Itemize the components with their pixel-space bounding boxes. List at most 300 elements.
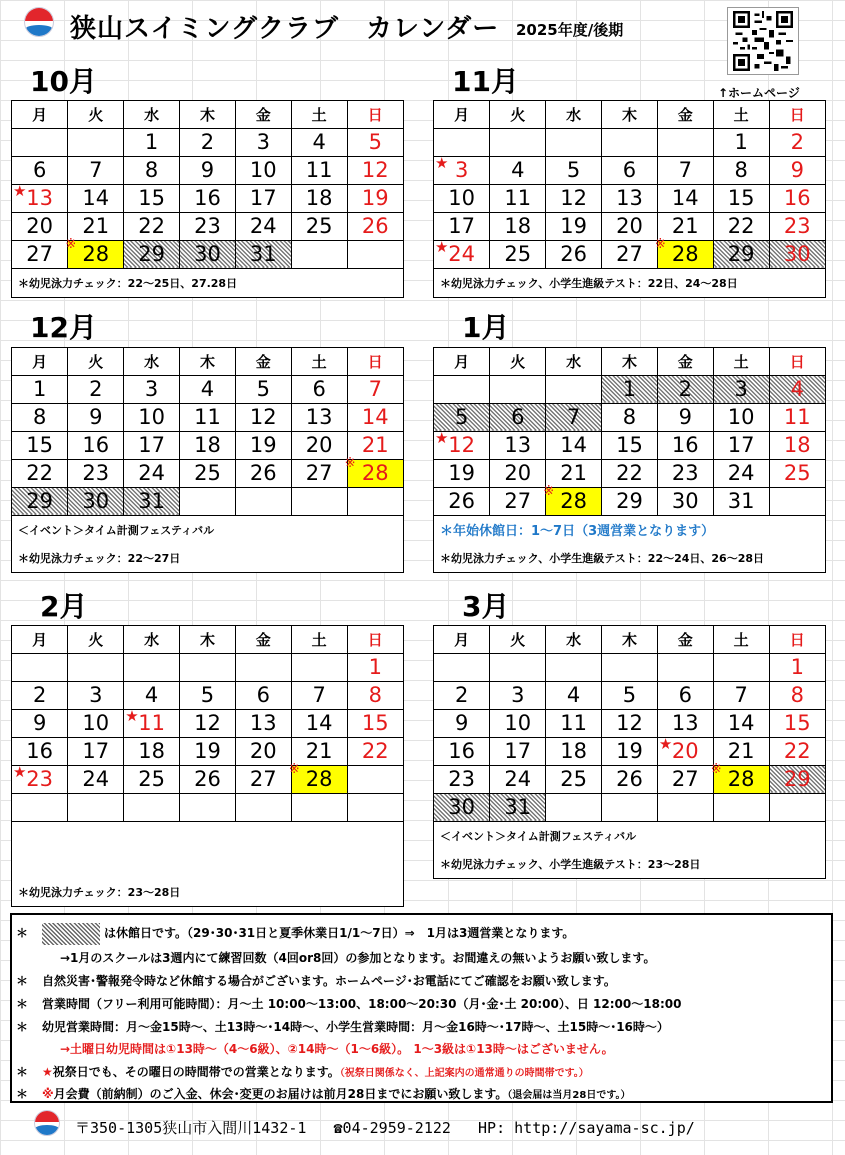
- day-number: 6: [622, 158, 637, 182]
- day-cell: [124, 212, 180, 240]
- day-number: 3: [454, 158, 469, 182]
- day-cell: [12, 240, 68, 268]
- weekday-header: 火: [68, 348, 124, 375]
- weekday-header: 月: [12, 101, 68, 128]
- day-number: 6: [511, 405, 525, 429]
- day-number: 7: [312, 683, 326, 707]
- day-cell: [291, 403, 347, 431]
- day-number: 10: [249, 158, 277, 182]
- day-number: 23: [448, 767, 476, 791]
- day-number: 13: [305, 405, 333, 429]
- day-number: 21: [82, 214, 110, 238]
- empty-day-cell: [68, 793, 124, 821]
- day-cell: [657, 487, 713, 515]
- day-cell: [546, 459, 602, 487]
- day-cell: [12, 737, 68, 765]
- day-cell: [713, 681, 769, 709]
- day-cell: [124, 128, 180, 156]
- day-number: 25: [305, 214, 333, 238]
- day-cell: [490, 403, 546, 431]
- weekday-header: 日: [347, 626, 403, 653]
- day-number: 19: [361, 186, 389, 210]
- day-cell: [546, 240, 602, 268]
- day-number: 20: [26, 214, 54, 238]
- day-cell: [769, 431, 825, 459]
- day-cell: [769, 737, 825, 765]
- kome-mark-icon: ※: [344, 455, 356, 471]
- day-number: 10: [448, 186, 476, 210]
- day-cell: [180, 737, 236, 765]
- day-cell: [68, 403, 124, 431]
- day-cell: [288, 761, 347, 793]
- day-number: 10: [504, 711, 532, 735]
- day-cell: [180, 681, 236, 709]
- day-cell: [12, 709, 68, 737]
- day-number: 18: [560, 739, 587, 763]
- day-cell: [713, 487, 769, 515]
- weekday-header: 金: [657, 101, 713, 128]
- weekday-header: 火: [68, 101, 124, 128]
- day-cell: [434, 403, 490, 431]
- day-number: 23: [82, 461, 110, 485]
- day-number: 21: [305, 739, 333, 763]
- day-number: 17: [82, 739, 110, 763]
- day-cell: [490, 184, 546, 212]
- day-cell: [68, 375, 124, 403]
- kome-mark-icon: ※: [710, 761, 722, 777]
- day-number: 21: [727, 739, 755, 763]
- empty-day-cell: [12, 793, 68, 821]
- day-cell: [347, 653, 403, 681]
- day-cell: [713, 403, 769, 431]
- day-cell: [713, 240, 769, 268]
- day-number: 23: [671, 461, 699, 485]
- weekday-header: 月: [12, 348, 68, 375]
- day-cell: [291, 212, 347, 240]
- month-title-dec: 12月: [30, 311, 97, 344]
- day-cell: [434, 459, 490, 487]
- calendar-dec: [11, 347, 404, 573]
- day-cell: [291, 375, 347, 403]
- day-number: 6: [32, 158, 47, 182]
- day-number: 16: [82, 433, 110, 457]
- day-number: 19: [616, 739, 643, 763]
- day-number: 24: [82, 767, 110, 791]
- day-number: 19: [249, 433, 277, 457]
- month-title-oct: 10月: [30, 65, 97, 98]
- day-number: 7: [566, 405, 581, 429]
- day-cell: [235, 240, 291, 268]
- empty-day-cell: [347, 765, 403, 793]
- calendar-oct: [11, 100, 404, 298]
- weekday-header: 火: [490, 348, 546, 375]
- homepage-url[interactable]: HP: http://sayama-sc.jp/: [478, 1119, 695, 1137]
- homepage-qr-code[interactable]: [727, 7, 799, 75]
- day-cell: [180, 128, 236, 156]
- day-cell: [710, 761, 769, 793]
- calendar-nov: [433, 100, 826, 298]
- day-number: 2: [454, 683, 469, 707]
- day-number: 28: [82, 242, 110, 266]
- day-cell: [657, 681, 713, 709]
- empty-day-cell: [769, 487, 825, 515]
- day-cell: [12, 459, 68, 487]
- day-number: 3: [144, 377, 159, 401]
- weekday-header: 日: [347, 101, 403, 128]
- day-number: 24: [727, 461, 755, 485]
- day-cell: [291, 156, 347, 184]
- day-number: 28: [305, 767, 333, 791]
- day-cell: [124, 403, 180, 431]
- weekday-header: 土: [713, 626, 769, 653]
- empty-day-cell: [347, 487, 403, 515]
- weekday-header: 土: [291, 348, 347, 375]
- day-number: 26: [448, 489, 476, 513]
- day-cell: [657, 765, 713, 793]
- homepage-arrow-label: ↑ホームページ: [718, 86, 800, 100]
- day-number: 16: [783, 186, 811, 210]
- day-number: 26: [194, 767, 221, 791]
- day-cell: [546, 765, 602, 793]
- day-cell: [235, 184, 291, 212]
- star-icon: ★: [13, 762, 27, 781]
- day-number: 5: [454, 405, 469, 429]
- day-number: 10: [138, 405, 165, 429]
- day-number: 27: [504, 489, 532, 513]
- empty-day-cell: [68, 653, 124, 681]
- day-number: 26: [249, 461, 277, 485]
- empty-day-cell: [291, 487, 347, 515]
- day-number: 6: [312, 377, 326, 401]
- address: 〒350-1305狭山市入間川1432-1: [75, 1119, 307, 1137]
- day-number: 18: [504, 214, 532, 238]
- day-cell: [769, 653, 825, 681]
- day-cell: [124, 737, 180, 765]
- day-cell: [235, 459, 291, 487]
- bullet: ＊: [16, 926, 29, 940]
- day-cell: [602, 156, 658, 184]
- day-cell: [235, 765, 291, 793]
- day-number: 2: [200, 130, 215, 154]
- day-cell: [602, 737, 658, 765]
- day-cell: [713, 737, 769, 765]
- day-number: 1: [734, 130, 748, 154]
- day-number: 23: [783, 214, 811, 238]
- day-cell: [657, 156, 713, 184]
- day-number: 1: [368, 655, 382, 679]
- day-number: 14: [560, 433, 587, 457]
- day-cell: [124, 681, 180, 709]
- day-cell: [12, 181, 68, 212]
- day-number: 12: [361, 158, 389, 182]
- day-number: 9: [32, 711, 47, 735]
- day-number: 3: [734, 377, 748, 401]
- weekday-header: 木: [602, 348, 658, 375]
- day-cell: [235, 431, 291, 459]
- day-cell: [12, 375, 68, 403]
- day-cell: [657, 375, 713, 403]
- day-number: 30: [783, 242, 811, 266]
- day-number: 14: [361, 405, 389, 429]
- day-cell: [68, 212, 124, 240]
- star-icon: ★: [13, 181, 27, 200]
- day-cell: [291, 459, 347, 487]
- weekday-header: 木: [180, 626, 236, 653]
- day-cell: [490, 156, 546, 184]
- day-cell: [769, 765, 825, 793]
- star-icon: ★: [42, 1065, 53, 1079]
- day-cell: [602, 459, 658, 487]
- empty-day-cell: [546, 128, 602, 156]
- day-cell: [602, 403, 658, 431]
- month-note: ＊幼児泳力チェック、小学生進級テスト：23～28日: [440, 857, 701, 871]
- day-number: 8: [144, 158, 159, 182]
- empty-day-cell: [347, 793, 403, 821]
- star-icon: ★: [435, 428, 449, 447]
- day-number: 17: [504, 739, 532, 763]
- day-cell: [769, 403, 825, 431]
- day-number: 2: [678, 377, 692, 401]
- day-number: 19: [448, 461, 476, 485]
- day-cell: [602, 487, 658, 515]
- day-number: 31: [249, 242, 277, 266]
- day-number: 23: [26, 767, 54, 791]
- day-cell: [434, 793, 490, 821]
- day-cell: [546, 737, 602, 765]
- day-number: 22: [783, 739, 811, 763]
- day-cell: [68, 737, 124, 765]
- day-number: 3: [256, 130, 270, 154]
- day-cell: [291, 128, 347, 156]
- day-number: 27: [616, 242, 643, 266]
- day-number: 31: [727, 489, 755, 513]
- day-cell: [12, 487, 68, 515]
- day-cell: [602, 240, 658, 268]
- day-number: 30: [82, 489, 110, 513]
- empty-day-cell: [235, 793, 291, 821]
- day-cell: [602, 431, 658, 459]
- day-number: 2: [89, 377, 103, 401]
- day-number: 1: [32, 377, 47, 401]
- day-cell: [654, 236, 713, 268]
- day-number: 15: [138, 186, 165, 210]
- day-cell: [434, 709, 490, 737]
- weekday-header: 水: [546, 626, 602, 653]
- day-number: 20: [671, 739, 699, 763]
- day-number: 21: [361, 433, 389, 457]
- day-number: 4: [200, 377, 215, 401]
- day-number: 31: [138, 489, 165, 513]
- day-cell: [769, 375, 825, 403]
- weekday-header: 木: [180, 348, 236, 375]
- month-note: ＊幼児泳力チェック、小学生進級テスト：22～24日、26～28日: [440, 551, 765, 565]
- empty-day-cell: [291, 653, 347, 681]
- empty-day-cell: [769, 793, 825, 821]
- day-cell: [769, 459, 825, 487]
- day-cell: [769, 212, 825, 240]
- day-number: 22: [138, 214, 165, 238]
- day-number: 1: [622, 377, 637, 401]
- day-cell: [769, 156, 825, 184]
- day-cell: [434, 153, 490, 184]
- empty-day-cell: [602, 128, 658, 156]
- empty-day-cell: [713, 653, 769, 681]
- empty-day-cell: [235, 487, 291, 515]
- day-number: 29: [783, 767, 811, 791]
- day-cell: [769, 709, 825, 737]
- day-number: 9: [200, 158, 215, 182]
- day-number: 10: [82, 711, 110, 735]
- month-note: ＊幼児泳力チェック：22～25日、27.28日: [18, 276, 238, 290]
- day-cell: [180, 459, 236, 487]
- empty-day-cell: [546, 375, 602, 403]
- empty-day-cell: [490, 375, 546, 403]
- day-cell: [291, 184, 347, 212]
- club-logo: [24, 7, 54, 37]
- day-cell: [291, 709, 347, 737]
- day-number: 29: [616, 489, 643, 513]
- day-cell: [347, 737, 403, 765]
- day-number: 23: [194, 214, 221, 238]
- day-number: 22: [616, 461, 643, 485]
- day-cell: [347, 375, 403, 403]
- day-cell: [235, 403, 291, 431]
- day-cell: [235, 212, 291, 240]
- weekday-header: 月: [434, 101, 490, 128]
- day-number: 14: [727, 711, 755, 735]
- weekday-header: 日: [769, 101, 825, 128]
- day-number: 4: [144, 683, 159, 707]
- phone-number[interactable]: ☎04-2959-2122: [333, 1119, 451, 1137]
- day-cell: [713, 128, 769, 156]
- weekday-header: 金: [235, 348, 291, 375]
- day-number: 16: [26, 739, 54, 763]
- day-number: 9: [89, 405, 103, 429]
- day-number: 30: [194, 242, 221, 266]
- empty-day-cell: [434, 653, 490, 681]
- day-number: 20: [305, 433, 333, 457]
- day-number: 28: [727, 767, 755, 791]
- day-number: 11: [305, 158, 333, 182]
- empty-day-cell: [291, 793, 347, 821]
- weekday-header: 金: [657, 626, 713, 653]
- day-cell: [180, 156, 236, 184]
- day-cell: [124, 375, 180, 403]
- weekday-header: 日: [769, 348, 825, 375]
- day-number: 19: [194, 739, 221, 763]
- day-number: 11: [783, 405, 811, 429]
- day-cell: [12, 212, 68, 240]
- day-number: 18: [138, 739, 165, 763]
- day-cell: [490, 737, 546, 765]
- day-cell: [12, 403, 68, 431]
- empty-day-cell: [434, 128, 490, 156]
- day-number: 31: [504, 795, 532, 819]
- day-cell: [235, 737, 291, 765]
- day-number: 11: [194, 405, 221, 429]
- day-cell: [490, 487, 546, 515]
- day-number: 22: [26, 461, 54, 485]
- day-cell: [124, 487, 180, 515]
- day-cell: [769, 240, 825, 268]
- day-number: 1: [144, 130, 159, 154]
- day-number: 29: [138, 242, 165, 266]
- day-cell: [713, 431, 769, 459]
- kome-mark-icon: ※: [42, 1087, 54, 1101]
- day-number: 9: [790, 158, 804, 182]
- day-number: 17: [448, 214, 476, 238]
- weekday-header: 月: [434, 626, 490, 653]
- empty-day-cell: [180, 793, 236, 821]
- day-number: 18: [194, 433, 221, 457]
- star-icon: ★: [125, 706, 139, 725]
- day-cell: [657, 212, 713, 240]
- day-number: 12: [560, 186, 587, 210]
- month-note: ＊幼児泳力チェック：22～27日: [18, 551, 181, 565]
- day-number: 16: [671, 433, 699, 457]
- calendar-mar: [433, 625, 826, 879]
- empty-day-cell: [602, 793, 658, 821]
- weekday-header: 火: [490, 626, 546, 653]
- day-cell: [12, 762, 68, 793]
- empty-day-cell: [180, 653, 236, 681]
- day-number: 2: [790, 130, 804, 154]
- day-cell: [124, 240, 180, 268]
- empty-day-cell: [490, 653, 546, 681]
- day-cell: [180, 765, 236, 793]
- day-number: 16: [194, 186, 221, 210]
- day-number: 27: [249, 767, 277, 791]
- day-number: 13: [249, 711, 277, 735]
- day-cell: [180, 431, 236, 459]
- weekday-header: 水: [124, 348, 180, 375]
- weekday-header: 水: [546, 101, 602, 128]
- fiscal-year-label: 2025年度/後期: [516, 21, 624, 39]
- day-number: 7: [89, 158, 103, 182]
- day-number: 4: [312, 130, 326, 154]
- day-number: 25: [504, 242, 532, 266]
- day-number: 8: [368, 683, 382, 707]
- kome-mark-icon: ※: [654, 236, 666, 252]
- weekday-header: 金: [235, 626, 291, 653]
- day-number: 5: [256, 377, 270, 401]
- day-cell: [347, 709, 403, 737]
- notice-box: ＊ は休館日です。（29･30･31日と夏季休業日1/1～7日）⇒ 1月は3週営業となります。 →1月のスクールは3週内にて練習回数（4回or8回）の参加となります。お間違えの無いようお願い致します。 ＊ 自然災害･警報発令時など休館する場合がございます。ホームページ･お電話にてご確認をお願い致します。 ＊ 営業時間（フリー利用可能時間）：月～土 10:00～13:00、18:00～20:30（月･金･土 20:00）、日 12:00～18:00 ＊ 幼児営業時間：月～金15時～、土13時～･14時～、小学生営業時間：月～金16時～･17時～、土15時～･16時～） →土曜日幼児時間は①13時～（4～6級）、②14時～（1～6級）。 1～3級は①13時～はございません。 ＊ ★祝祭日でも、その曜日の時間帯での営業となります。（祝祭日関係なく、上記案内の通常通りの時間帯です。） ＊ ※月会費（前納制）のご入金、休会･変更のお届けは前月28日までにお願い致します。（退会届は当月28日です。）: [10, 913, 833, 1103]
- empty-day-cell: [68, 128, 124, 156]
- day-number: 7: [368, 377, 382, 401]
- day-number: 12: [194, 711, 221, 735]
- day-number: 16: [448, 739, 476, 763]
- day-cell: [68, 487, 124, 515]
- day-number: 26: [616, 767, 643, 791]
- weekday-header: 水: [546, 348, 602, 375]
- calendar-feb: [11, 625, 404, 907]
- day-number: 8: [734, 158, 748, 182]
- day-number: 20: [504, 461, 532, 485]
- day-cell: [434, 184, 490, 212]
- kome-mark-icon: ※: [65, 236, 77, 252]
- day-number: 27: [671, 767, 699, 791]
- day-cell: [546, 212, 602, 240]
- day-cell: [180, 403, 236, 431]
- day-cell: [68, 765, 124, 793]
- day-cell: [769, 681, 825, 709]
- weekday-header: 土: [291, 101, 347, 128]
- month-note: ＊幼児泳力チェック、小学生進級テスト：22日、24～28日: [440, 276, 738, 290]
- day-number: 12: [448, 433, 476, 457]
- day-cell: [180, 709, 236, 737]
- weekday-header: 木: [602, 101, 658, 128]
